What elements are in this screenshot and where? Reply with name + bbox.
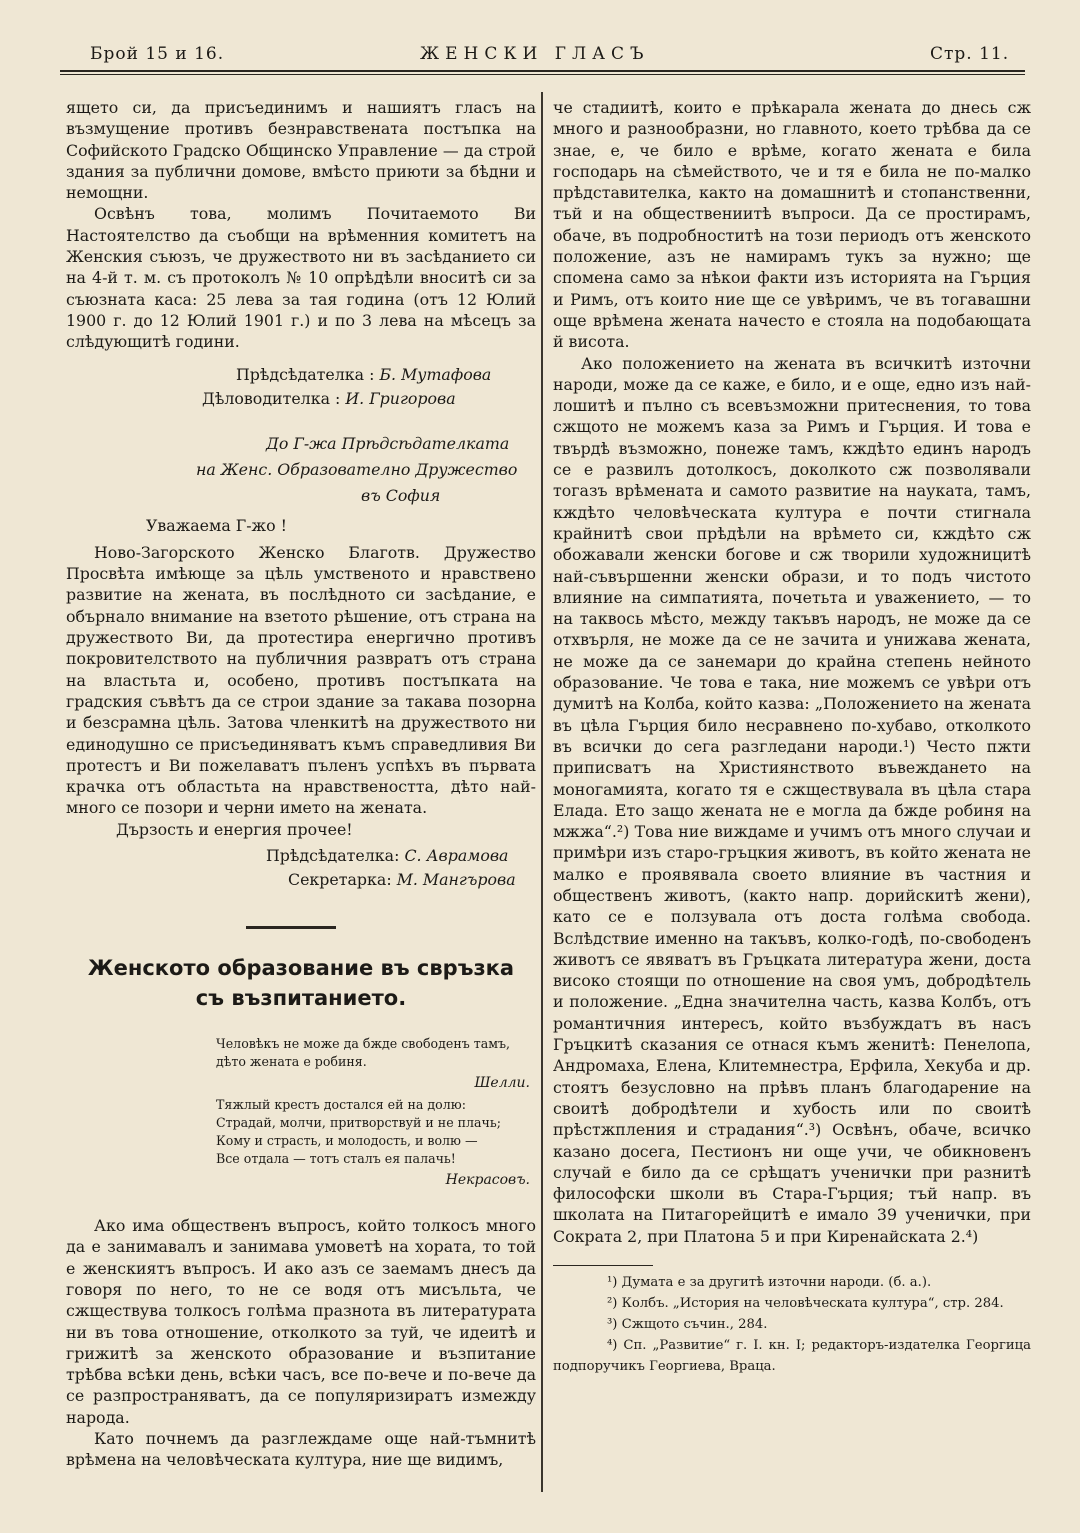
address-line: на Женс. Образователно Дружество xyxy=(196,459,518,479)
verse-line: Страдай, молчи, притворствуй и не плачь; xyxy=(216,1115,501,1131)
footnote-rule xyxy=(553,1265,653,1266)
footnote: ¹) Думата е за другитѣ източни народи. (б. а.). xyxy=(607,1275,932,1291)
letter-greeting: Уважаема Г-жо ! xyxy=(146,515,287,535)
header-rule-thin xyxy=(60,74,1025,75)
signature-line: Дѣловодителка : И. Григорова xyxy=(202,388,456,408)
signature-line: Прѣдсѣдателка : Б. Мутафова xyxy=(236,364,492,384)
column-divider xyxy=(541,92,543,1492)
letter-paragraph: Ново-Загорското Женско Благотв. Дружество Просвѣта имѣюще за цѣль умственото и нравствено развитие на жената, въ послѣдното си засѣдание, е обърнало внимание на взетото рѣшение, отъ страна на дружеството Ви, да протестира енергично противъ покровителството на публичния развратъ отъ страна на властьта и, особено, противъ постъпката на градския съвѣтъ да се строи здание за такава позорна и безсрамна цѣль. Затова членкитѣ на дружеството ни единодушно се присъединяватъ къмъ справедливия Ви протестъ и Ви пожелаватъ пъленъ успѣхъ въ първата крачка отъ областьта на нравствеността, дѣто най-много се позори и черни името на жената. xyxy=(66,542,536,818)
article-title-line: Женското образование въ свръзка xyxy=(87,956,515,981)
signature-line: Прѣдсѣдателка: С. Аврамова xyxy=(266,846,509,866)
letter-paragraph: ящето си, да присъединимъ и нашиятъ гласъ на възмущение противъ безнравствената постъпка на Софийското Градско Общинско Управление — да строй здания за публични домове, вмѣсто приюти за бѣдни и немощни. xyxy=(66,98,536,203)
epigraph-author: Шелли. xyxy=(474,1075,530,1092)
epigraph xyxy=(66,1035,536,1189)
footnote: ³) Сжщото съчин., 284. xyxy=(607,1317,768,1333)
signature-block xyxy=(66,844,536,892)
left-column xyxy=(66,97,536,1471)
masthead-title: ЖЕНСКИ ГЛАСЪ xyxy=(420,44,650,64)
epigraph-text: Человѣкъ не може да бжде свободенъ тамъ, дѣто жената е робиня. xyxy=(216,1036,511,1070)
article-paragraph: Като почнемъ да разглеждаме още най-тъмнитѣ врѣмена на человѣческата култура, ние ще видимъ, xyxy=(66,1428,536,1470)
address-line: въ София xyxy=(361,485,441,505)
header-rule xyxy=(60,70,1025,72)
article-title-line: съ възпитанието. xyxy=(195,986,407,1011)
right-column xyxy=(553,97,1031,1377)
footnotes xyxy=(553,1272,1031,1377)
article-paragraph: Ако има общественъ въпросъ, който толкосъ много да е занимавалъ и занимава умоветѣ на хората, то той е женскиятъ въпросъ. И ако азъ се заемамъ днесъ да говоря по него, то не се водя отъ мисъльта, че сжществува толкосъ голѣма празнота въ литературата ни въ това отношение, отколкото за туй, че идеитѣ и грижитѣ за женското образование и възпитание трѣбва всѣки день, всѣки часъ, все по-вече и по-вече да се разпространяватъ, да се популяризиратъ измежду народа. xyxy=(66,1216,536,1427)
article-title xyxy=(66,953,536,1013)
page-number: Стр. 11. xyxy=(930,44,1010,64)
signature-block xyxy=(66,363,536,411)
address-line: До Г-жа Прѣдсѣдателката xyxy=(266,433,510,453)
letter-paragraph: Освѣнъ това, молимъ Почитаемото Ви Настоятелство да съобщи на врѣменния комитетъ на Женския съюзъ, че дружеството ни въ засѣданието си на 4-й т. м. съ протоколъ № 10 опрѣдѣли вноситѣ си за съюзната каса: 25 лева за тая година (отъ 12 Юлий 1900 г. до 12 Юлий 1901 г.) и по 3 лева на мѣсецъ за слѣдующитѣ години. xyxy=(66,204,536,352)
verse-line: Все отдала — тотъ сталъ ея палачь! xyxy=(216,1151,456,1167)
letter-address xyxy=(66,431,536,509)
section-divider xyxy=(246,926,336,929)
letter-closing: Дързость и енергия прочее! xyxy=(116,819,353,839)
article-paragraph: че стадиитѣ, които е прѣкарала жената до днесь сж много и разнообразни, но главното, което трѣбва да се знае, е, че било е врѣме, когато жената е била господарь на сѣмейството, че и тя е била не по-малко прѣдставителка, както на домашнитѣ и стопанственни, тъй и на обществениитѣ въпроси. Да се простирамъ, обаче, въ подробноститѣ на този периодъ отъ женското положение, азъ не намирамъ тукъ за нужно; ще спомена само за нѣкои факти изъ историята на Гърция и Римъ, отъ които ние ще се увѣримъ, че въ тогавашни още врѣмена жената начесто е стояла на подобающата й висота. xyxy=(553,98,1031,352)
signature-line: Секретарка: М. Мангърова xyxy=(288,870,516,890)
verse-line: Кому и страсть, и молодость, и волю — xyxy=(216,1133,478,1149)
epigraph-author: Некрасовъ. xyxy=(445,1172,530,1189)
epigraph-verse xyxy=(216,1096,530,1168)
verse-line: Тяжлый крестъ достался ей на долю: xyxy=(216,1097,466,1113)
footnote: ²) Колбъ. „История на человѣческата култура“, стр. 284. xyxy=(607,1296,1004,1312)
article-paragraph: Ако положението на жената въ всичкитѣ източни народи, може да се каже, е било, и е още, едно изъ най-лошитѣ и пълно съ всевъзможни притеснения, то това сжщото не можемъ каза за Римъ и Гърция. И това е твърдѣ възможно, понеже тамъ, кждѣто единъ народъ се е развилъ дотолкосъ, доколкото сж позволявали тогазъ врѣмената и самото развитие на науката, тамъ, кждѣто человѣческата култура е почти стигнала крайнитѣ свои прѣдѣли на врѣмето си, кждѣто сж обожавали женски богове и сж творили художницитѣ най-съвършенни женски образи, и то подъ чистото влияние на симпатията, почетьта и уважението, — то на таквось мѣсто, между такъвъ народъ, не може да се отхвърля, не може да се не зачита и унижава жената, не може да се занемари до крайна степень нейното образование. Че това е така, ние можемъ се увѣри отъ думитѣ на Колба, който казва: „Положението на жената въ цѣла Гърция било несравнено по-хубаво, отколкото въ всички до сега разгледани народи.¹) Често пжти приписватъ на Християнството въвеждането на моногамията, когато тя е сжществувала въ цѣла стара Елада. Ето защо жената не е могла да бжде робиня на мжжа“.²) Това ние виждаме и учимъ отъ много случаи и примѣри изъ старо-гръцкия животъ, въ който жената не малко е проявявала своето влияние въ частния и общественъ животъ, (както напр. дорийскитѣ жени), като се е ползувала отъ доста голѣма свобода. Вслѣдствие именно на такъвъ, колко-годѣ, по-свободенъ животъ се явяватъ въ Гръцката литература жени, доста високо стоящи по отношение на своя умъ, добродѣтель и положение. „Една значителна часть, казва Колбъ, отъ романтичния интересъ, който възбуждатъ въ насъ Гръцкитѣ сказания се отнася къмъ женитѣ: Пенелопа, Андромаха, Елена, Клитемнестра, Ерфила, Хекуба и др. стоятъ безусловно на прѣвъ планъ благодарение на своитѣ добродѣтели и хубость или по своитѣ прѣстжпления и страдания“.³) Освѣнъ, обаче, всичко казано досега, Пестионъ ни още учи, че обикновенъ случай е било да се срѣщатъ ученички при разнитѣ философски школи въ Стара-Гърция; тъй напр. въ школата на Питагорейцитѣ е имало 39 ученички, при Сократа 2, при Платона 5 и при Киренайската 2.⁴) xyxy=(553,353,1031,1246)
footnote: ⁴) Сп. „Развитие“ г. I. кн. I; редакторъ-издателка Георгица подпоручикъ Георгиева, Враца. xyxy=(553,1338,1031,1375)
issue-number: Брой 15 и 16. xyxy=(90,44,225,64)
